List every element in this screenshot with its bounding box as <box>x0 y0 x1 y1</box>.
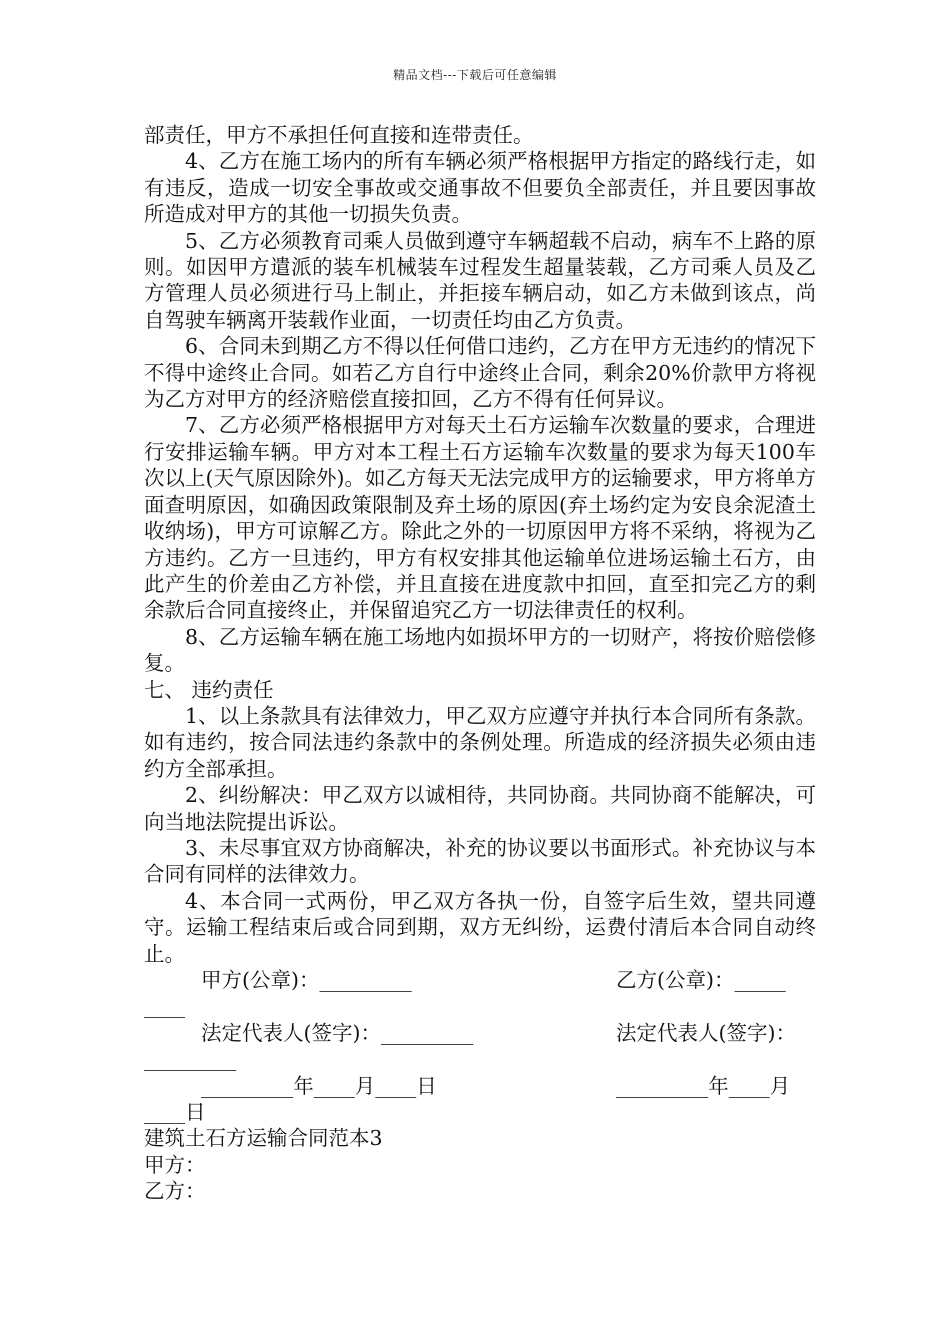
page-header: 精品文档---下载后可任意编辑 <box>393 68 557 82</box>
section-7-item-1: 1、以上条款具有法律效力，甲乙双方应遵守并执行本合同所有条款。如有违约，按合同法违约条款中的条例处理。所造成的经济损失必须由违约方全部承担。 <box>144 703 816 781</box>
party-b-representative-field-cont: _________ <box>144 1047 237 1072</box>
party-a-label: 甲方： <box>144 1152 206 1177</box>
party-a-representative-field: 法定代表人(签字)：_________ <box>201 1020 474 1045</box>
party-b-date-field: _________年____月 <box>616 1073 791 1098</box>
representative-row <box>144 1020 816 1046</box>
section-7-item-2: 2、纠纷解决：甲乙双方以诚相待，共同协商。共同协商不能解决，可向当地法院提出诉讼。 <box>144 783 816 834</box>
section-7-item-4: 4、本合同一式两份，甲乙双方各执一份，自签字后生效，望共同遵守。运输工程结束后或合同到期，双方无纠纷，运费付清后本合同自动终止。 <box>144 888 816 966</box>
clause-6: 6、合同未到期乙方不得以任何借口违约，乙方在甲方无违约的情况下不得中途终止合同。如若乙方自行中途终止合同，剩余20%价款甲方将视为乙方对甲方的经济赔偿直接扣回，乙方不得有任何异议。 <box>144 334 816 412</box>
section-7-item-3: 3、未尽事宜双方协商解决，补充的协议要以书面形式。补充协议与本合同有同样的法律效力。 <box>144 835 816 887</box>
seal-row <box>144 967 816 993</box>
party-b-date-field-cont: ____日 <box>144 1099 206 1124</box>
document-body <box>144 122 816 1205</box>
clause-8: 8、乙方运输车辆在施工场地内如损坏甲方的一切财产，将按价赔偿修复。 <box>144 624 816 676</box>
date-row <box>144 1073 816 1099</box>
paragraph-continuation: 部责任，甲方不承担任何直接和连带责任。 <box>144 123 534 147</box>
party-b-seal-field-cont: ____ <box>144 994 185 1019</box>
party-a-date-field: _________年____月____日 <box>201 1073 437 1098</box>
clause-7: 7、乙方必须严格根据甲方对每天土石方运输车次数量的要求，合理进行安排运输车辆。甲方对本工程土石方运输车次数量的要求为每天100车次以上(天气原因除外)。如乙方每天无法完成甲方的运输要求，甲方将单方面查明原因，如确因政策限制及弃土场的原因(弃土场约定为安良余泥渣土收纳场)，甲方可谅解乙方。除此之外的一切原因甲方将不采纳，将视为乙方违约。乙方一旦违约，甲方有权安排其他运输单位进场运输土石方，由此产生的价差由乙方补偿，并且直接在进度款中扣回，直至扣完乙方的剩余款后合同直接终止，并保留追究乙方一切法律责任的权利。 <box>144 413 816 623</box>
party-b-label: 乙方： <box>144 1179 206 1204</box>
clause-4: 4、乙方在施工场内的所有车辆必须严格根据甲方指定的路线行走，如有违反，造成一切安全事故或交通事故不但要负全部责任，并且要因事故所造成对甲方的其他一切损失负责。 <box>144 149 816 227</box>
clause-5: 5、乙方必须教育司乘人员做到遵守车辆超载不启动，病车不上路的原则。如因甲方遣派的装车机械装车过程发生超量装载，乙方司乘人员及乙方管理人员必须进行马上制止，并拒接车辆启动，如乙方未做到该点，尚自驾驶车辆离开装载作业面，一切责任均由乙方负责。 <box>144 228 816 332</box>
party-b-seal-field: 乙方(公章)：_____ <box>616 968 786 992</box>
party-a-seal-field: 甲方(公章)：_________ <box>201 968 412 992</box>
next-contract-title: 建筑土石方运输合同范本3 <box>144 1126 383 1151</box>
section-7-title: 七、 违约责任 <box>144 677 274 702</box>
party-b-representative-field: 法定代表人(签字)： <box>616 1020 796 1045</box>
